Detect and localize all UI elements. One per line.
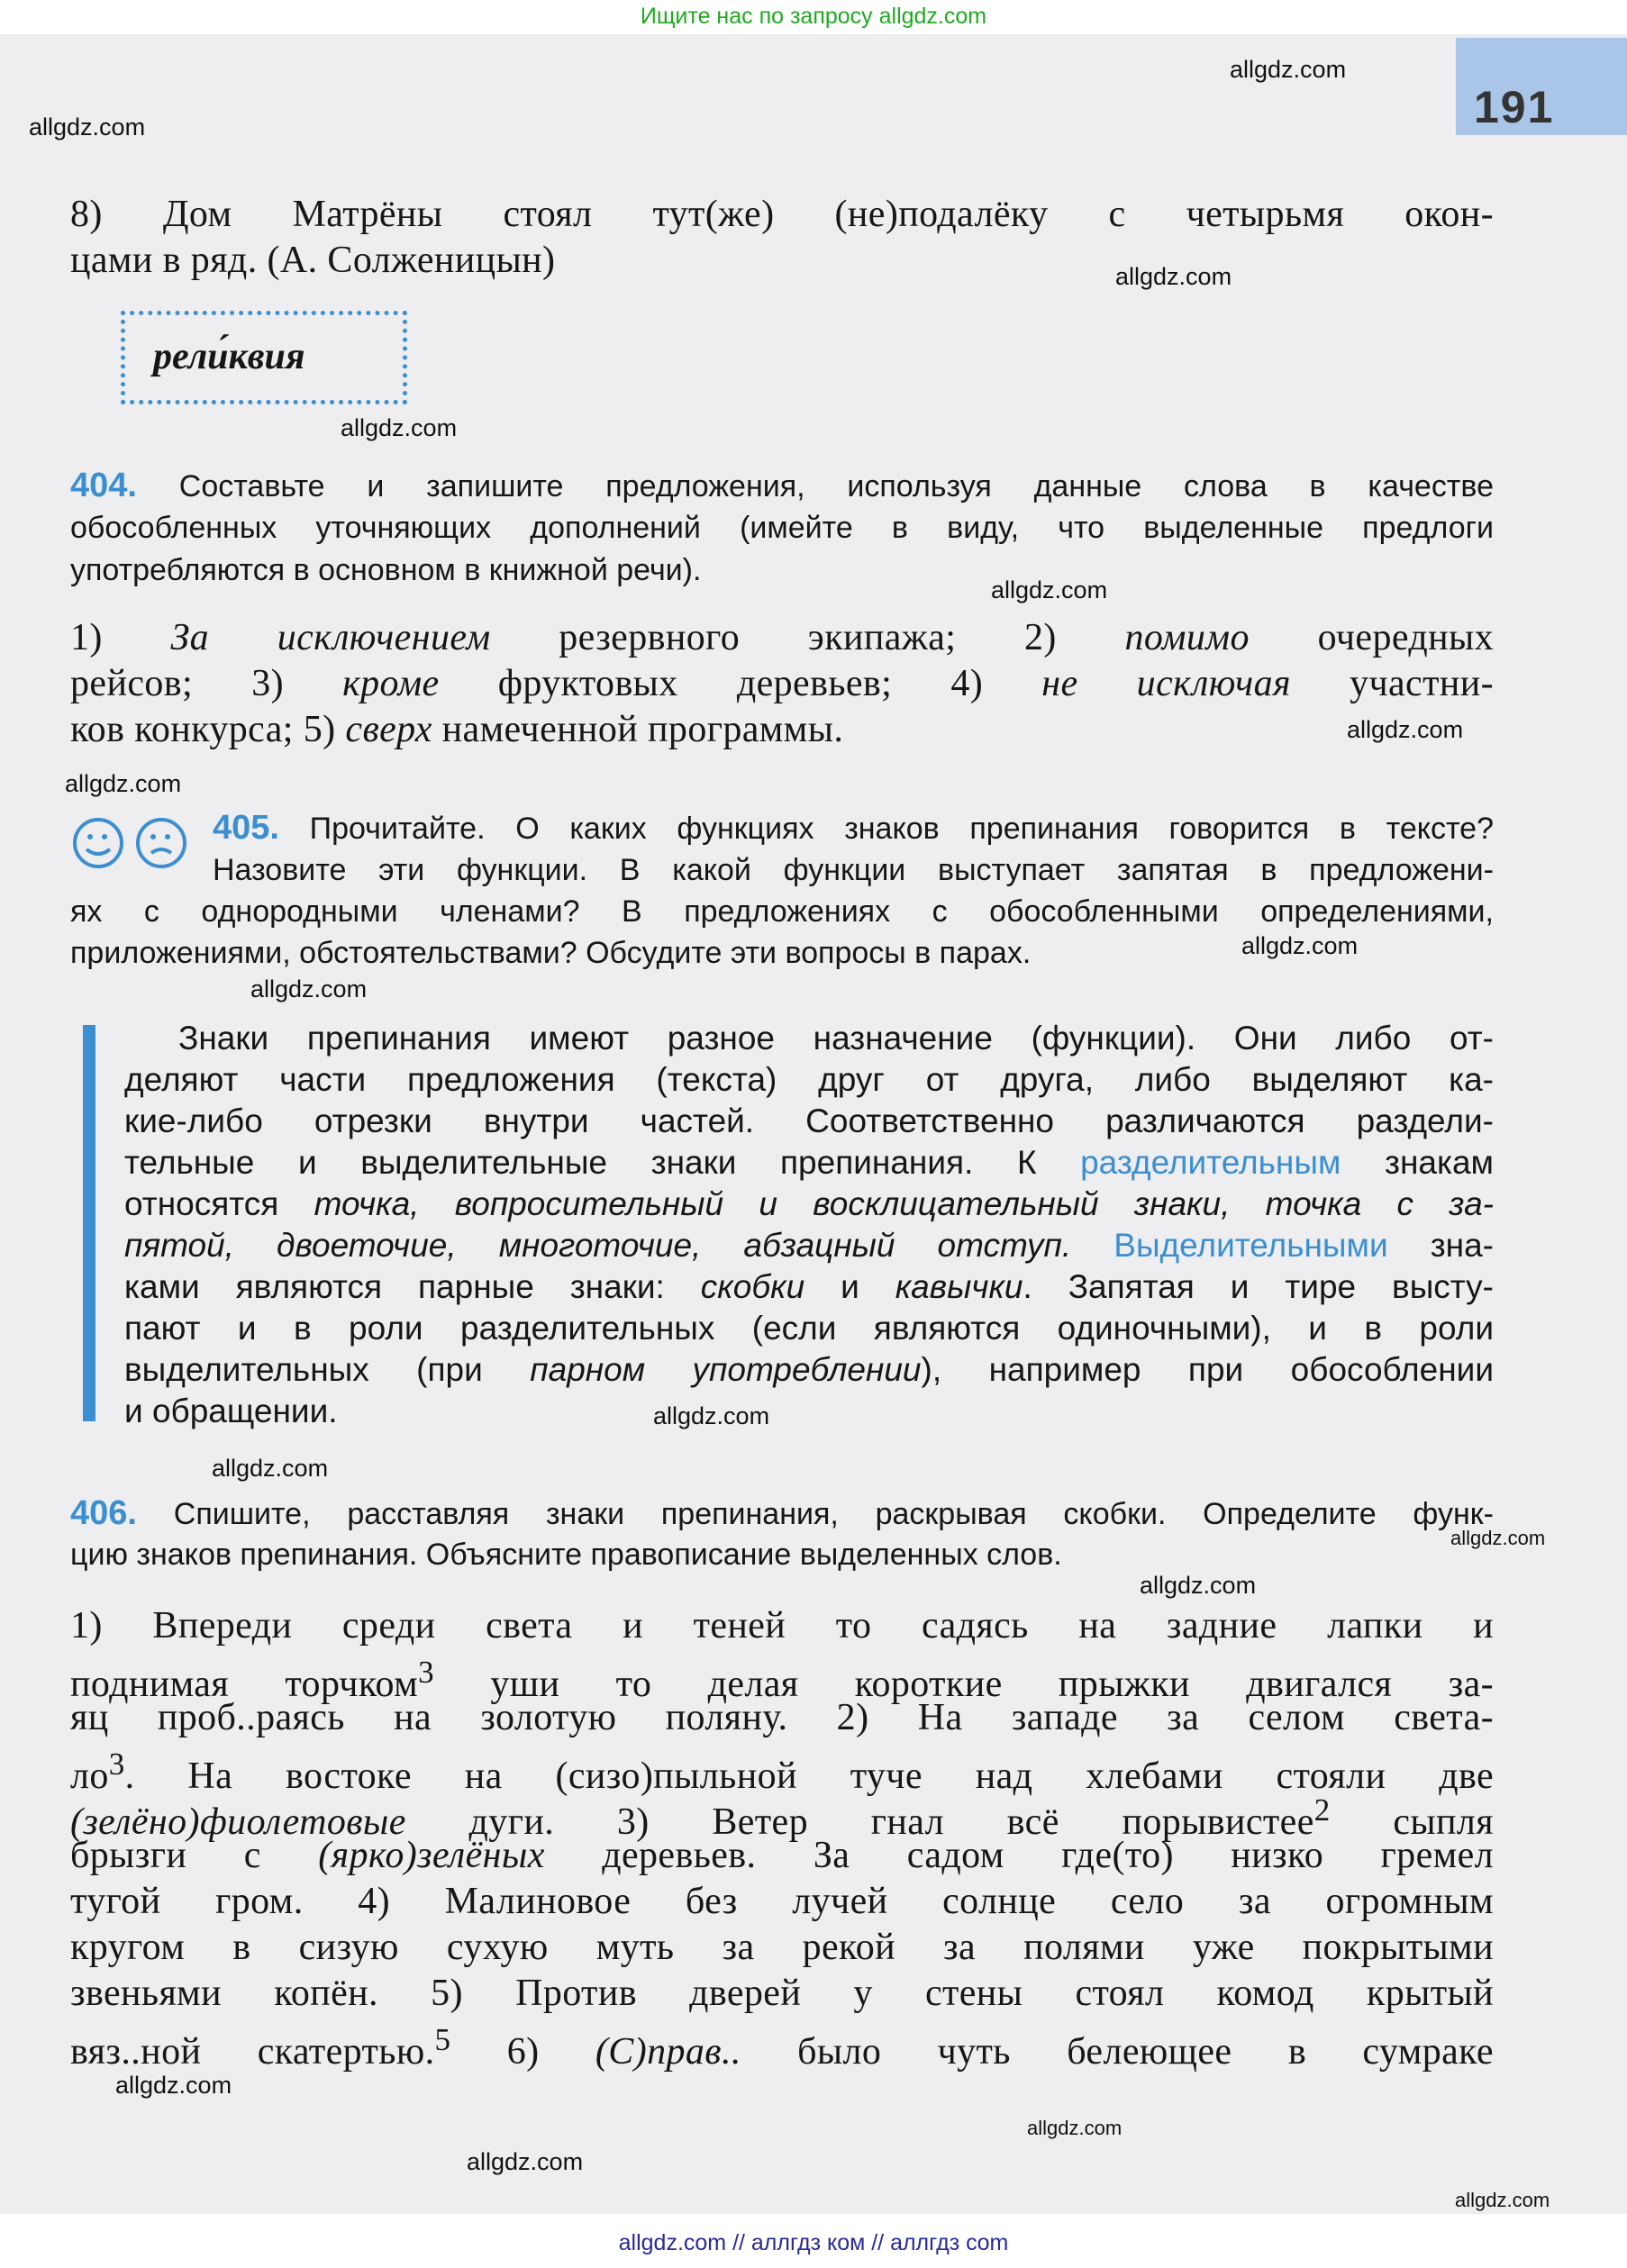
watermark: allgdz.com [115,2072,232,2099]
ex406-text-line: брызги с (ярко)зелёных деревьев. За садом где(то) низко гремел [70,1835,1494,1876]
exercise-number: 405. [213,809,279,847]
watermark: allgdz.com [653,1402,770,1429]
watermark: allgdz.com [1140,1572,1257,1599]
theory-line: деляют части предложения (текста) друг от друга, либо выделяют ка- [124,1061,1494,1098]
ex406-text-line: кругом в сизую сухую муть за рекой за полями уже покрытыми [70,1927,1494,1968]
watermark: allgdz.com [1027,2117,1123,2139]
ex406-task-line: 406. Спишите, расставляя знаки препинания, раскрывая скобки. Определите функ- [70,1494,1494,1532]
theory-line: тельные и выделительные знаки препинания. К разделительным знакам [124,1144,1494,1181]
watermark: allgdz.com [341,414,458,441]
page-number: 191 [1474,82,1555,132]
ex405-task-line: 405. Прочитайте. О каких функциях знаков препинания говорится в тексте? [213,809,1494,847]
ex406-text-line: звеньями копён. 5) Против дверей у стены стоял комод крытый [70,1973,1494,2014]
item8-line: 8) Дом Матрёны стоял тут(же) (не)подалёку с четырьмя окон- [70,194,1494,235]
watermark: allgdz.com [1230,56,1347,83]
theory-line: Знаки препинания имеют разное назначение (функции). Они либо от- [178,1020,1494,1057]
theory-line: и обращении. [124,1393,338,1429]
item8-line: цами в ряд. (А. Солженицын) [70,240,556,281]
watermark: allgdz.com [65,770,182,797]
pair-work-icon [70,815,195,871]
watermark: allgdz.com [1455,2189,1550,2211]
ex406-text-line: тугой гром. 4) Малиновое без лучей солнце село за огромным [70,1881,1494,1922]
vocabulary-word: рели́квия [153,336,305,377]
watermark: allgdz.com [250,975,368,1002]
watermark: allgdz.com [1115,263,1232,290]
ex404-words-line: рейсов; 3) кроме фруктовых деревьев; 4) не исключая участни- [70,663,1494,704]
ex405-task-line: ях с однородными членами? В предложениях с обособленными определениями, [70,894,1494,929]
theory-line: пятой, двоеточие, многоточие, абзацный отступ. Выделительными зна- [124,1227,1494,1264]
ex404-task-line: употребляются в основном в книжной речи). [70,553,702,587]
theory-line: выделительных (при парном употреблении), например при обособлении [124,1351,1494,1388]
ex406-text-line: $ло^3$. На востоке на (сизо)пыльной туче над хлебами стояли две [70,1746,1494,1797]
watermark: allgdz.com [1347,716,1464,743]
ex406-task-line: цию знаков препинания. Объясните правописание выделенных слов. [70,1538,1062,1572]
ex404-task-line: обособленных уточняющих дополнений (имейте в виду, что выделенные предлоги [70,511,1494,545]
watermark: allgdz.com [467,2148,584,2175]
theory-line: относятся точка, вопросительный и восклицательный знаки, точка с за- [124,1185,1494,1222]
ex405-task-line: Назовите эти функции. В какой функции выступает запятая в предложени- [213,853,1494,887]
ex406-text-line: (зелёно)фиолетовые дуги. 3) Ветер гнал всё порывистее$^2$ сыпля [70,1792,1494,1843]
theory-line: кие-либо отрезки внутри частей. Соответственно различаются раздели- [124,1102,1494,1139]
watermark: allgdz.com [1450,1527,1546,1549]
bottom-banner[interactable]: allgdz.com // аллгдз ком // аллгдз сom [618,2230,1009,2255]
top-banner[interactable]: Ищите нас по запросу allgdz.com [640,4,987,29]
ex406-text-line: поднимая торчком$^3$ уши то делая короткие прыжки двигался за- [70,1655,1495,1705]
exercise-number: 404. [70,467,137,504]
theory-line: ками являются парные знаки: скобки и кавычки. Запятая и тире высту- [124,1268,1494,1305]
ex405-task-line: приложениями, обстоятельствами? Обсудите эти вопросы в парах. [70,936,1032,970]
ex404-words-line: ков конкурса; 5) сверх намеченной программы. [70,709,844,750]
exercise-number: 406. [70,1494,137,1532]
ex406-text-line: вяз..ной скатертью.$^5$ 6) (С)прав.. было чуть белеющее в сумраке [70,2022,1494,2073]
ex406-text-line: 1) Впереди среди света и теней то садясь на задние лапки и [70,1605,1494,1647]
watermark: allgdz.com [991,576,1108,603]
theory-sidebar [83,1025,95,1421]
watermark: allgdz.com [212,1455,329,1482]
ex404-words-line: 1) За исключением резервного экипажа; 2) помимо очередных [70,617,1494,658]
theory-line: пают и в роли разделительных (если являются одиночными), и в роли [124,1310,1494,1347]
ex404-task-line: 404. Составьте и запишите предложения, используя данные слова в качестве [70,467,1494,504]
watermark: allgdz.com [1241,932,1359,959]
watermark: allgdz.com [29,113,146,141]
ex406-text-line: яц проб..раясь на золотую поляну. 2) На западе за селом света- [70,1697,1494,1738]
